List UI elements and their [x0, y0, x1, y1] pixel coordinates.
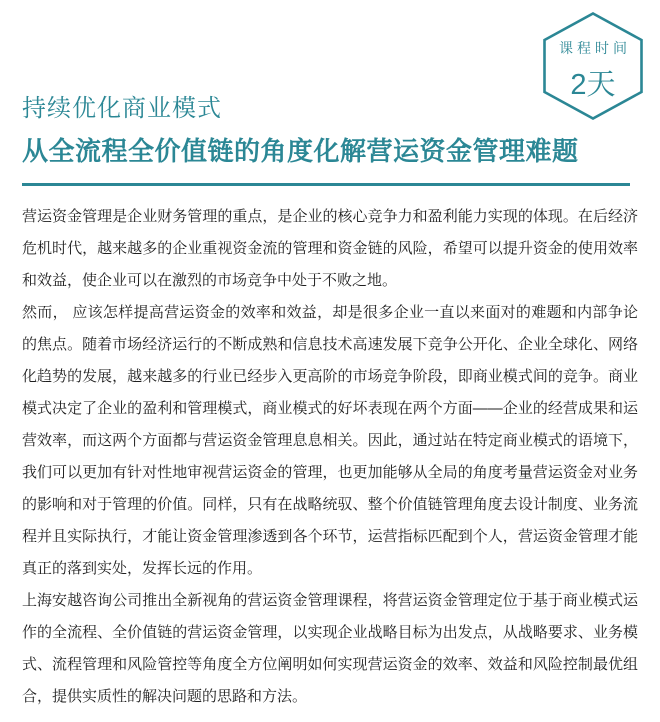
course-duration-label: 课程时间 [559, 40, 631, 56]
course-intro-article [22, 201, 638, 713]
page-title: 从全流程全价值链的角度化解营运资金管理难题 [22, 136, 579, 166]
body-paragraph: 上海安越咨询公司推出全新视角的营运资金管理课程，将营运资金管理定位于基于商业模式运作的全流程、全价值链的营运资金管理，以实现企业战略目标为出发点，从战略要求、业务模式、流程管理和风险管控等角度全方位阐明如何实现营运资金的效率、效益和风险控制最优组合，提供实质性的解决问题的思路和方法。 [22, 592, 638, 705]
course-duration-badge [543, 12, 643, 120]
course-duration-value: 2天 [570, 69, 616, 101]
body-paragraph: 然而， 应该怎样提高营运资金的效率和效益，却是很多企业一直以来面对的难题和内部争论的焦点。随着市场经济运行的不断成熟和信息技术高速发展下竞争公开化、企业全球化、网络化趋势的发展，越来越多的行业已经步入更高阶的市场竞争阶段，即商业模式间的竞争。商业模式决定了企业的盈利和管理模式，商业模式的好坏表现在两个方面——企业的经营成果和运营效率，而这两个方面都与营运资金管理息息相关。因此，通过站在特定商业模式的语境下，我们可以更加有针对性地审视营运资金的管理，也更加能够从全局的角度考量营运资金对业务的影响和对于管理的价值。同样，只有在战略统驭、整个价值链管理角度去设计制度、业务流程并且实际执行，才能让资金管理渗透到各个环节，运营指标匹配到个人，营运资金管理才能真正的落到实处，发挥长远的作用。 [22, 304, 638, 577]
title-divider [22, 183, 630, 186]
body-paragraph: 营运资金管理是企业财务管理的重点，是企业的核心竞争力和盈利能力实现的体现。在后经济危机时代，越来越多的企业重视资金流的管理和资金链的风险，希望可以提升资金的使用效率和效益，使企业可以在激烈的市场竞争中处于不败之地。 [22, 208, 638, 289]
series-title: 持续优化商业模式 [22, 95, 222, 122]
